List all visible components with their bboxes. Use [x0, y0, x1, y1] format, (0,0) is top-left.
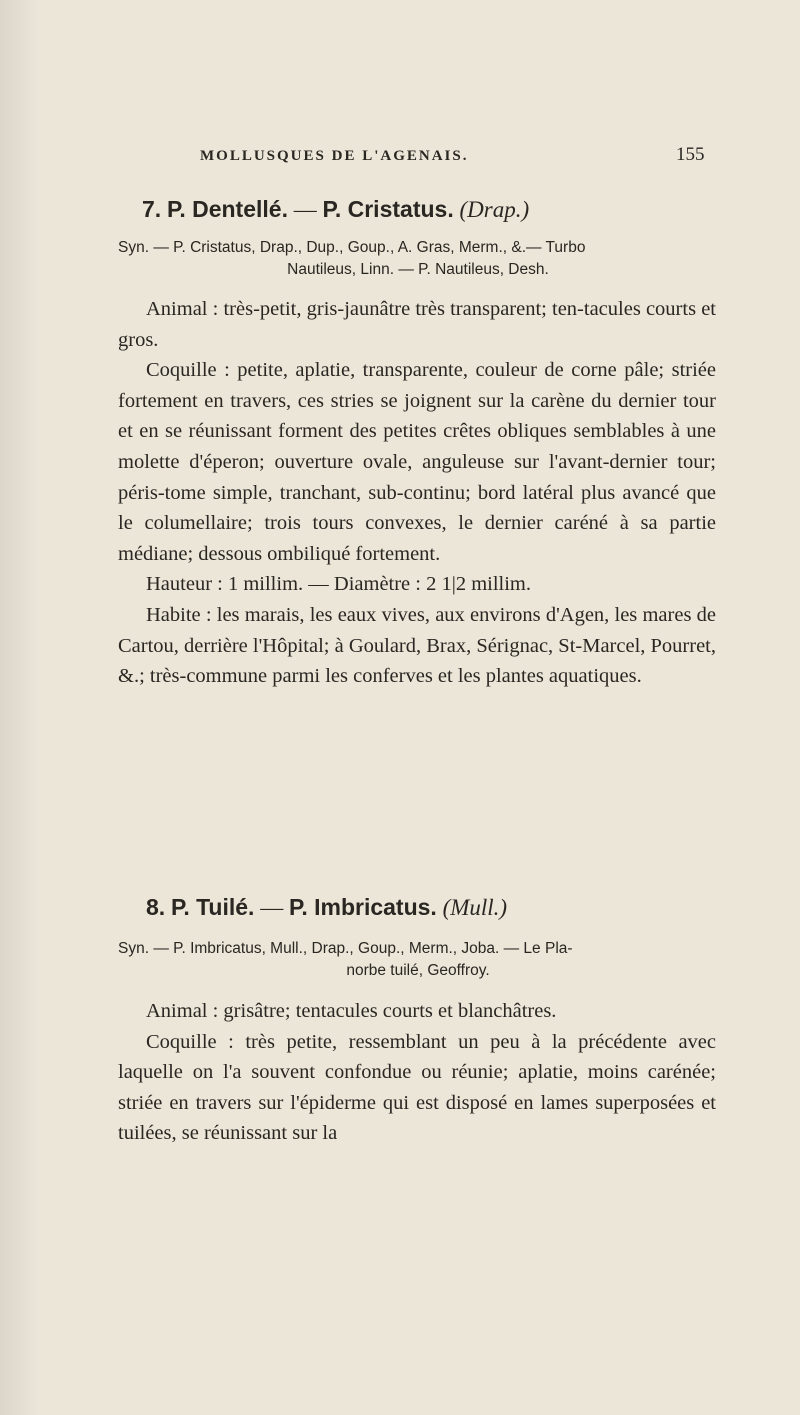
synonymy-8	[118, 938, 718, 982]
paragraph-animal: Animal : grisâtre; tentacules courts et blanchâtres.	[146, 1000, 557, 1022]
synonymy-7	[118, 237, 718, 281]
species-heading-7	[142, 196, 722, 223]
species-number: 7.	[142, 196, 162, 222]
synonymy-line-2: norbe tuilé, Geoffroy.	[346, 962, 490, 979]
paragraph-dimensions: Hauteur : 1 millim. — Diamètre : 2 1|2 millim.	[146, 573, 532, 596]
heading-dash: —	[293, 197, 317, 222]
species-author: (Mull.)	[442, 895, 508, 920]
running-head: MOLLUSQUES DE L'AGENAIS.	[200, 148, 469, 164]
species-number: 8.	[146, 894, 166, 920]
synonymy-line-2: Nautileus, Linn. — P. Nautileus, Desh.	[287, 261, 549, 278]
species-common-name: P. Tuilé.	[170, 894, 255, 920]
species-author: (Drap.)	[459, 197, 530, 222]
synonymy-line-1: Syn. — P. Cristatus, Drap., Dup., Goup., A. Gras, Merm., &.— Turbo	[118, 239, 586, 256]
paragraph-coquille: Coquille : très petite, ressemblant un peu à la précédente avec laquelle on l'a souvent confondue ou réunie; aplatie, moins carénée; striée en travers sur l'épiderme qui est disposé en lames superposées et tuilées, se réunissant sur la	[118, 1030, 716, 1145]
heading-dash: —	[260, 895, 284, 920]
species-heading-8	[146, 894, 726, 921]
species-common-name: P. Dentellé.	[166, 196, 288, 222]
synonymy-line-1: Syn. — P. Imbricatus, Mull., Drap., Goup., Merm., Joba. — Le Pla-	[118, 940, 573, 957]
paragraph-habitat: Habite : les marais, les eaux vives, aux environs d'Agen, les mares de Cartou, derrière l'Hôpital; à Goulard, Brax, Sérignac, St-Marcel, Pourret, &.; très-commune parmi les conferves et les plantes aquatiques.	[118, 603, 717, 688]
species-latin-name: P. Cristatus.	[322, 196, 454, 222]
paragraph-animal: Animal : très-petit, gris-jaunâtre très transparent; ten-tacules courts et gros.	[118, 298, 716, 351]
species-latin-name: P. Imbricatus.	[288, 894, 437, 920]
description-7	[118, 294, 716, 692]
page-number: 155	[676, 144, 705, 165]
description-8	[118, 996, 716, 1149]
paragraph-coquille: Coquille : petite, aplatie, transparente, couleur de corne pâle; striée fortement en travers, ces stries se joignent sur la carène du dernier tour et en se réunissant forment des petites crêtes obliques semblables à une molette d'éperon; ouverture ovale, anguleuse sur l'avant-dernier tour; péris-tome simple, tranchant, sub-continu; bord latéral plus avancé que le columellaire; trois tours convexes, le dernier caréné à sa partie médiane; dessous ombiliqué fortement.	[118, 359, 716, 565]
